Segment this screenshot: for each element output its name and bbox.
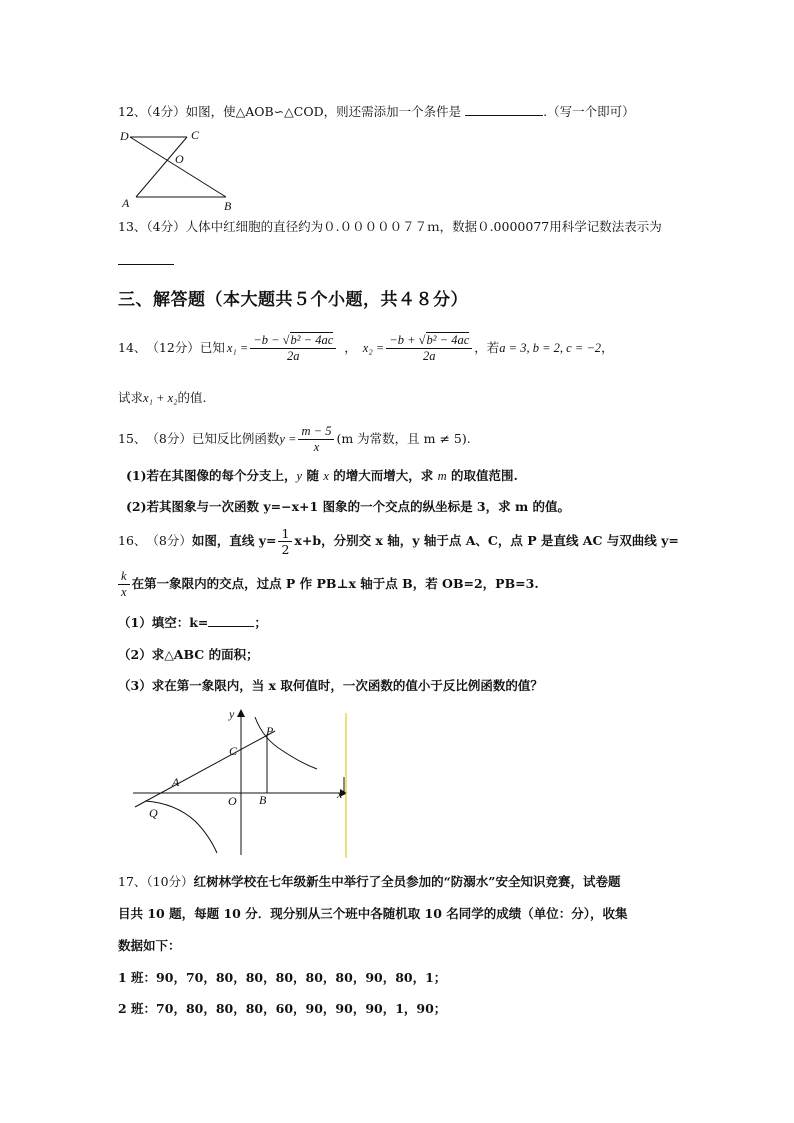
q15-lead: 已知反比例函数 xyxy=(191,431,280,446)
q16-label-p: P xyxy=(266,724,274,738)
q12-text: 如图，使△AOB∽△COD，则还需添加一个条件是 xyxy=(185,104,462,119)
q16-figure xyxy=(125,703,355,861)
q12-label-d: D xyxy=(120,129,129,143)
q16-k-answer-blank[interactable] xyxy=(208,626,254,627)
q16-k-num: k xyxy=(118,569,130,585)
q16-label-x: x xyxy=(337,787,343,801)
q16-line-ac xyxy=(135,731,275,807)
q13-number: 13、 xyxy=(118,219,147,234)
q12-label-a: A xyxy=(122,196,130,210)
q17-line2: 目共 10 题，每题 10 分．现分别从三个班中各随机取 10 名同学的成绩（单位：分），收集 xyxy=(118,906,628,921)
q16-line2-rest: 在第一象限内的交点，过点 P 作 PB⊥x 轴于点 B，若 OB=2，PB=3. xyxy=(131,576,539,591)
q16-part1-text: （1）填空：k= xyxy=(118,615,209,630)
q16-half-den: 2 xyxy=(281,541,290,557)
q15-score: （8分） xyxy=(146,431,192,446)
q16-line1 xyxy=(118,523,679,559)
q14-cond-pre: ，若 xyxy=(474,340,500,355)
q15-den: x xyxy=(313,439,320,454)
q15-part2: (2)若其图象与一次函数 y=−x+1 图象的一个交点的纵坐标是 3，求 m 的值。 xyxy=(126,499,571,514)
q15-part1-pre: (1)若在其图像的每个分支上， xyxy=(126,468,297,483)
q12-figure xyxy=(118,124,243,212)
q14-x1-num-pre: −b − xyxy=(253,332,280,347)
q17-line1-text: 红树林学校在七年级新生中举行了全员参加的“防溺水”安全知识竞赛，试卷题 xyxy=(193,874,621,889)
q16-label-q: Q xyxy=(149,806,158,820)
q12-label-o: O xyxy=(175,152,184,166)
q16-y-axis-arrow xyxy=(237,709,245,717)
q14-x1-label: x₁ = xyxy=(226,341,249,355)
q14-line2 xyxy=(118,390,206,406)
q14-x2-label: x₂ = xyxy=(362,341,385,355)
q17-line3: 数据如下： xyxy=(118,938,181,953)
q16-part2: （2）求△ABC 的面积； xyxy=(118,647,259,662)
q16-number: 16、 xyxy=(118,533,147,548)
q12-number: 12、 xyxy=(118,104,147,119)
q16-k-den: x xyxy=(121,584,127,599)
q14-x2-fraction: $\frac{\text{−b + √b² − 4ac}}{2a}$ xyxy=(386,333,472,364)
q15-fraction xyxy=(298,424,334,455)
q14-x2-den: 2a xyxy=(423,348,436,363)
q15-part1-x: x xyxy=(323,469,329,483)
q16-score: （8分） xyxy=(146,533,192,548)
q16-part3: （3）求在第一象限内，当 x 取何值时，一次函数的值小于反比例函数的值？ xyxy=(118,678,543,693)
q15-part1-end: 的取值范围. xyxy=(446,468,518,483)
q12-answer-blank[interactable] xyxy=(465,115,543,116)
q14-line2-expr: x₁ + x₂ xyxy=(143,391,178,405)
q17-class1-data: 1 班：90，70，80，80，80，80，80，90，80，1； xyxy=(118,970,447,985)
q16-k-fraction xyxy=(118,569,130,600)
q16-label-c: C xyxy=(229,744,238,758)
q15-num: m − 5 xyxy=(298,424,334,440)
q14-x1-radicand: b² − 4ac xyxy=(290,332,334,347)
q14-x1-fraction: $\frac{\text{−b − √b² − 4ac}}{2a}$ xyxy=(250,333,336,364)
q15-number: 15、 xyxy=(118,431,147,446)
q12-label-c: C xyxy=(191,128,200,142)
q16-line2 xyxy=(118,566,539,602)
q14-line2-post: 的值. xyxy=(177,390,207,405)
q16-part1 xyxy=(118,615,267,631)
q13-answer-blank[interactable] xyxy=(118,248,174,265)
q16-hyperbola-branch-1 xyxy=(255,717,317,769)
q16-half-num: 1 xyxy=(278,526,292,542)
q12-score: （4分） xyxy=(146,104,186,119)
q15-part1-m: m xyxy=(437,469,447,483)
q15-part1-post: 的增大而增大，求 xyxy=(328,468,438,483)
q14-cond-end: ， xyxy=(601,340,614,355)
q14-x2-num-pre: −b + xyxy=(389,332,416,347)
q16-lead: 如图，直线 y= xyxy=(191,533,277,548)
q13-text: 人体中红细胞的直径约为０.０００００７７ｍ，数据０.0000077用科学记数法表示为 xyxy=(185,219,662,234)
section3-heading: 三、解答题（本大题共５个小题，共４８分） xyxy=(118,290,468,310)
q16-label-a: A xyxy=(172,775,180,789)
q17-number: 17、 xyxy=(118,874,147,889)
q12-tail: .（写一个即可） xyxy=(543,104,635,119)
q15-line1 xyxy=(118,421,471,457)
q14-lead: 已知 xyxy=(199,340,225,355)
q15-y-eq: y = xyxy=(279,432,297,446)
q13-line xyxy=(118,219,662,235)
q12-label-b: B xyxy=(224,199,232,212)
q13-score: （4分） xyxy=(146,219,186,234)
q17-line1 xyxy=(118,874,620,890)
q12-line xyxy=(118,104,635,120)
q15-part1 xyxy=(126,468,518,484)
q14-x2-radicand: b² − 4ac xyxy=(426,332,470,347)
q14-line1 xyxy=(118,329,614,367)
q14-x1-den: 2a xyxy=(287,348,300,363)
q12-segment-db xyxy=(130,137,226,197)
q16-label-y: y xyxy=(229,707,235,721)
q15-condition: (m 为常数，且 m ≠ 5). xyxy=(336,431,471,446)
q14-number: 14、 xyxy=(118,340,147,355)
q16-label-b: B xyxy=(259,793,267,807)
q16-line1-rest: x+b，分别交 x 轴，y 轴于点 A、C，点 P 是直线 AC 与双曲线 y= xyxy=(294,533,679,548)
q16-part1-end: ； xyxy=(254,615,267,630)
q15-part1-mid: 随 xyxy=(302,468,324,483)
q14-condition: a = 3, b = 2, c = −2 xyxy=(499,341,602,355)
q14-line2-pre: 试求 xyxy=(118,390,144,405)
q15-part1-y: y xyxy=(296,469,303,483)
q16-half-fraction xyxy=(278,526,292,557)
q17-class2-data: 2 班：70，80，80，80，60，90，90，90，1，90； xyxy=(118,1001,447,1016)
q16-label-o: O xyxy=(228,794,237,808)
q14-sep: ， xyxy=(344,340,357,355)
q14-score: （12分） xyxy=(146,340,200,355)
q17-score: （10分） xyxy=(146,874,194,889)
